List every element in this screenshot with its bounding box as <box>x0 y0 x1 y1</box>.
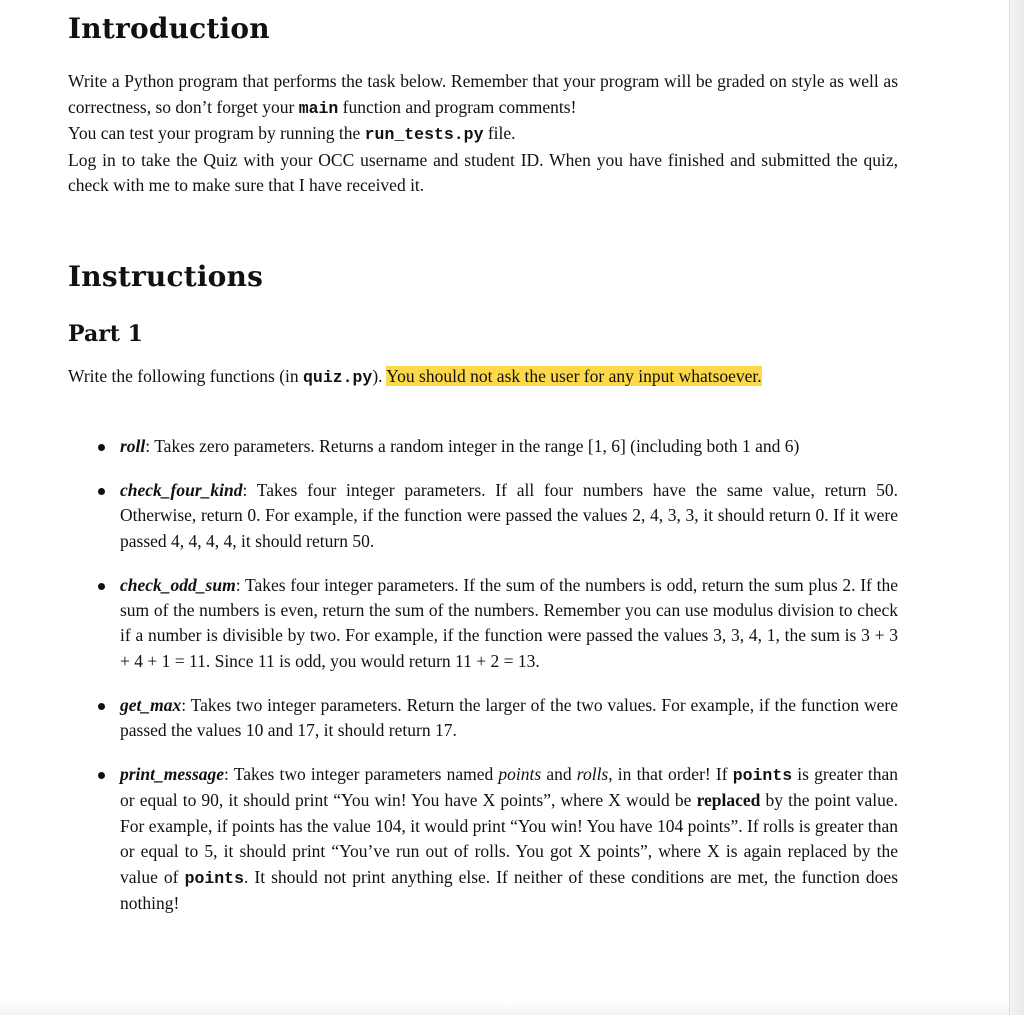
function-name-roll: roll <box>120 436 146 456</box>
list-item-check-odd-sum <box>68 573 898 675</box>
print-message-text-3: and <box>541 764 577 785</box>
bullet-icon <box>98 583 105 590</box>
replaced-bold: replaced <box>696 790 761 811</box>
param-points-italic: points <box>498 764 542 785</box>
intro-p2-text-b: file. <box>483 123 516 144</box>
intro-paragraph-3: Log in to take the Quiz with your OCC username and student ID. When you have finished and submitted the quiz, check with me to make sure that I have received it. <box>68 149 898 196</box>
print-message-text-11: . It should not print anything else. If neither of these conditions are met, the function does nothing! <box>120 866 899 914</box>
function-name-print-message: print_message <box>120 764 225 785</box>
bullet-icon <box>98 703 105 710</box>
introduction-heading: Introduction <box>68 12 270 45</box>
intro-paragraph-1 <box>68 69 898 121</box>
print-message-text-5: , in that order! If <box>608 764 733 785</box>
intro-p1-text-b: function and program comments! <box>338 96 577 117</box>
print-message-text-7: is greater than or equal to 90, it should print “You win! You have X points”, where X would be <box>120 764 899 811</box>
function-name-check-four-kind: check_four_kind <box>120 479 243 500</box>
function-description-get-max: : Takes two integer parameters. Return the larger of the two values. For example, if the function were passed the values 10 and 17, it should return 17. <box>120 694 898 741</box>
intro-paragraph-2 <box>68 121 898 148</box>
lead-text-b: ). <box>372 366 387 386</box>
bullet-icon <box>98 488 105 495</box>
bullet-icon <box>98 772 105 779</box>
run-tests-file-code: run_tests.py <box>364 125 484 145</box>
bullet-icon <box>98 444 105 451</box>
list-item-print-message <box>68 762 898 916</box>
function-description-check-odd-sum: : Takes four integer parameters. If the sum of the numbers is odd, return the sum plus 2. If the sum of the numbers is even, return the sum of the numbers. Remember you can use modulus division to check if a number is divisible by two. For example, if the function were passed the values 3, 3, 4, 1, the sum is 3 + 3 + 4 + 1 = 11. Since 11 is odd, you would return 11 + 2 = 13. <box>120 574 898 671</box>
quiz-file-code: quiz.py <box>303 368 373 387</box>
main-function-code: main <box>298 98 339 118</box>
param-rolls-italic: rolls <box>576 764 609 785</box>
no-input-highlight: You should not ask the user for any input whatsoever. <box>386 366 762 386</box>
list-item-get-max <box>68 693 898 744</box>
part-1-lead <box>68 364 898 391</box>
part-1-heading: Part 1 <box>68 321 143 347</box>
lead-text-a: Write the following functions (in <box>68 366 304 386</box>
page-bottom-edge <box>0 1001 1010 1015</box>
function-list <box>68 434 898 935</box>
function-description-roll: : Takes zero parameters. Returns a random integer in the range [1, 6] (including both 1 and 6) <box>145 436 800 456</box>
function-description-check-four-kind: : Takes four integer parameters. If all four numbers have the same value, return 50. Otherwise, return 0. For example, if the function were passed the values 2, 4, 3, 3, it should return 0. If it were passed 4, 4, 4, 4, it should return 50. <box>120 479 898 551</box>
function-name-get-max: get_max <box>120 694 182 715</box>
introduction-body <box>68 69 898 199</box>
points-code-1: points <box>732 766 793 786</box>
list-item-roll <box>68 434 898 459</box>
print-message-text-1: : Takes two integer parameters named <box>224 764 499 785</box>
list-item-check-four-kind <box>68 478 898 554</box>
part-1-lead-paragraph <box>68 364 898 391</box>
page-right-edge <box>1009 0 1024 1015</box>
points-code-2: points <box>184 868 244 888</box>
print-message-text-9: by the point value. For example, if points has the value 104, it would print “You win! You have 104 points”. If rolls is greater than or equal to 5, it should print “You’ve run out of rolls. You got X points”, where X is again replaced by the value of <box>120 790 898 887</box>
instructions-heading: Instructions <box>68 260 264 293</box>
intro-p1-text-a: Write a Python program that performs the task below. Remember that your program will be graded on style as well as correctness, so don’t forget your <box>68 71 898 117</box>
intro-p2-text-a: You can test your program by running the <box>68 123 365 144</box>
function-name-check-odd-sum: check_odd_sum <box>120 574 236 595</box>
